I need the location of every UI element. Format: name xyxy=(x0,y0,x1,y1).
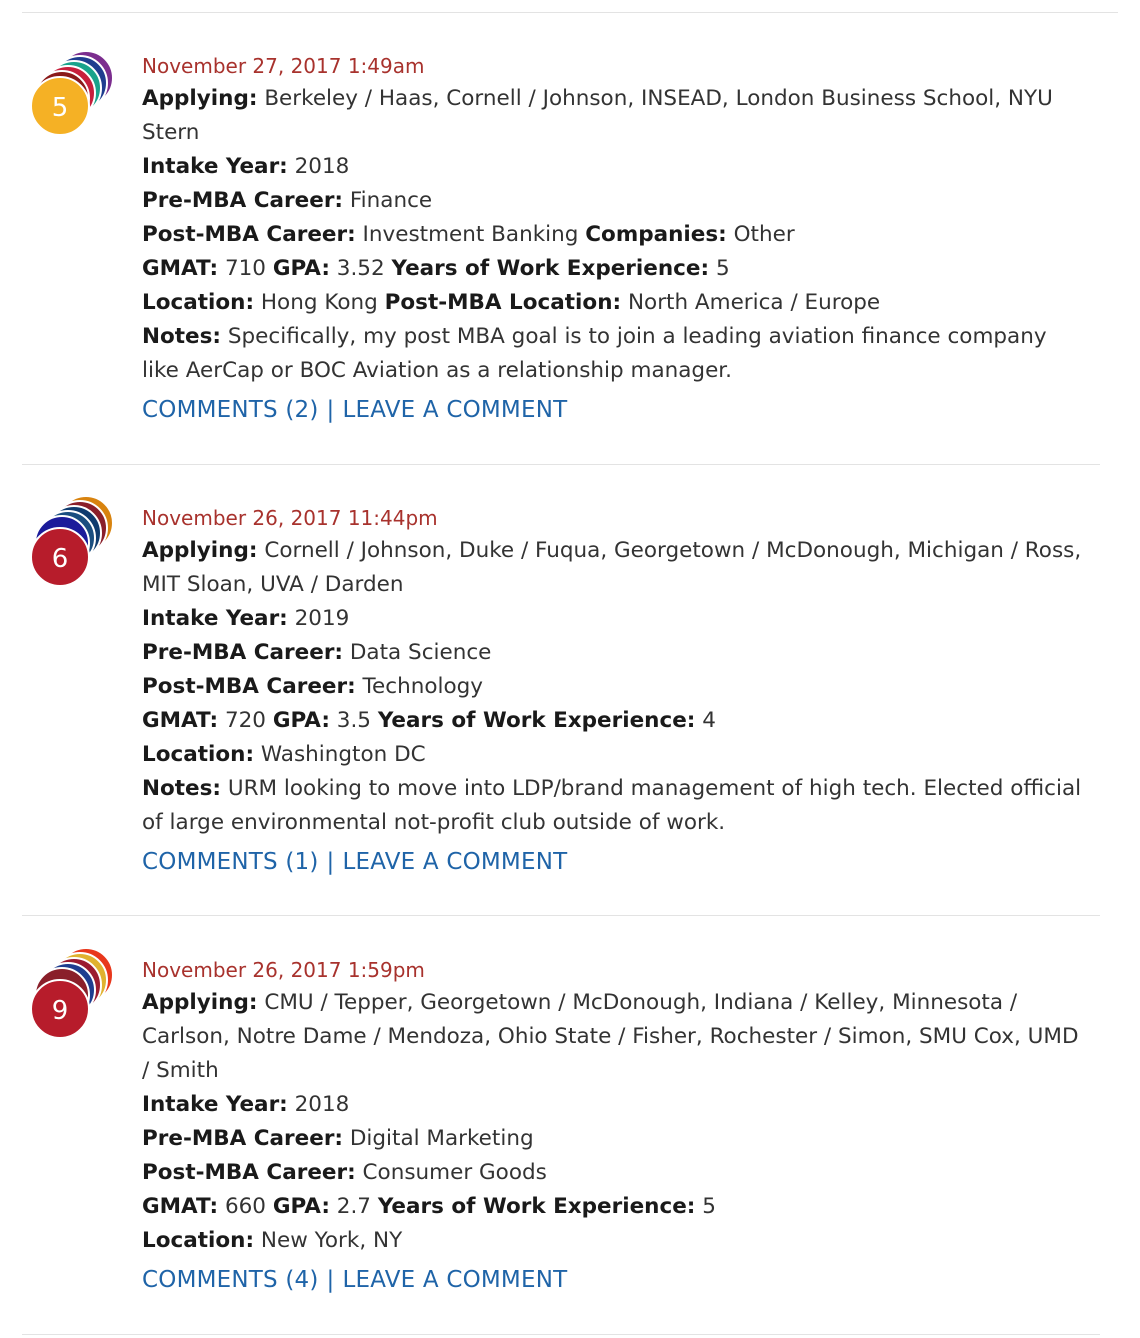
gpa-label: GPA: xyxy=(272,708,330,733)
pre-mba-line xyxy=(142,636,1087,670)
gmat-value: 660 xyxy=(224,1194,266,1219)
post-mba-line xyxy=(142,1156,1087,1190)
location-label: Location: xyxy=(142,290,255,315)
link-separator: | xyxy=(326,397,335,423)
entry-divider xyxy=(22,464,1100,465)
location-label: Location: xyxy=(142,742,255,767)
gmat-value: 720 xyxy=(224,708,266,733)
leave-comment-link[interactable]: LEAVE A COMMENT xyxy=(342,397,568,423)
applying-value: Cornell / Johnson, Duke / Fuqua, Georgetown / McDonough, Michigan / Ross, MIT Sloan, UVA / Darden xyxy=(142,538,1082,597)
intake-year-line xyxy=(142,150,1087,184)
comments-link[interactable]: COMMENTS (1) xyxy=(142,849,319,875)
top-divider xyxy=(22,12,1118,13)
pre-mba-line xyxy=(142,184,1087,218)
gpa-label: GPA: xyxy=(272,256,330,281)
scores-line xyxy=(142,704,1087,738)
post-mba-label: Post-MBA Career: xyxy=(142,674,356,699)
school-count-badge[interactable]: 9 xyxy=(30,979,90,1039)
post-mba-value: Technology xyxy=(362,674,483,699)
gmat-label: GMAT: xyxy=(142,256,219,281)
work-exp-value: 5 xyxy=(715,256,730,281)
location-line xyxy=(142,1224,1087,1258)
companies-value: Other xyxy=(733,222,795,247)
intake-year-value: 2019 xyxy=(294,606,350,631)
post-mba-line xyxy=(142,670,1087,704)
work-exp-value: 4 xyxy=(702,708,716,733)
entry-content xyxy=(142,956,1087,1300)
post-mba-label: Post-MBA Career: xyxy=(142,1160,356,1185)
entry-content xyxy=(142,504,1087,882)
pre-mba-line xyxy=(142,1122,1087,1156)
link-separator: | xyxy=(326,1267,335,1293)
intake-year-label: Intake Year: xyxy=(142,1092,288,1117)
applying-value: Berkeley / Haas, Cornell / Johnson, INSEAD, London Business School, NYU Stern xyxy=(142,86,1053,145)
location-line xyxy=(142,286,1087,320)
post-mba-line xyxy=(142,218,1087,252)
entry-date: November 26, 2017 1:59pm xyxy=(142,958,425,982)
work-exp-label: Years of Work Experience: xyxy=(377,1194,696,1219)
intake-year-line xyxy=(142,602,1087,636)
school-count-badge[interactable]: 6 xyxy=(30,527,90,587)
intake-year-label: Intake Year: xyxy=(142,606,288,631)
gpa-value: 2.7 xyxy=(336,1194,371,1219)
comment-links xyxy=(142,390,1087,430)
school-count-badge[interactable]: 5 xyxy=(30,76,90,136)
comment-links xyxy=(142,1260,1087,1300)
gmat-label: GMAT: xyxy=(142,708,219,733)
applying-value: CMU / Tepper, Georgetown / McDonough, Indiana / Kelley, Minnesota / Carlson, Notre Dame / Mendoza, Ohio State / Fisher, Rochester / Simon, SMU Cox, UMD / Smith xyxy=(142,990,1079,1083)
pre-mba-label: Pre-MBA Career: xyxy=(142,1126,344,1151)
applying-line xyxy=(142,534,1087,602)
gmat-label: GMAT: xyxy=(142,1194,219,1219)
entry-date: November 26, 2017 11:44pm xyxy=(142,506,438,530)
intake-year-label: Intake Year: xyxy=(142,154,288,179)
location-value: New York, NY xyxy=(260,1228,403,1253)
intake-year-value: 2018 xyxy=(294,1092,350,1117)
post-mba-location-value: North America / Europe xyxy=(627,290,881,315)
intake-year-line xyxy=(142,1088,1087,1122)
comments-link[interactable]: COMMENTS (2) xyxy=(142,397,319,423)
applying-label: Applying: xyxy=(142,538,258,563)
location-line xyxy=(142,738,1087,772)
location-label: Location: xyxy=(142,1228,255,1253)
notes-value: Specifically, my post MBA goal is to join a leading aviation finance company like AerCap or BOC Aviation as a relationship manager. xyxy=(142,324,1047,383)
work-exp-value: 5 xyxy=(702,1194,716,1219)
notes-value: URM looking to move into LDP/brand management of high tech. Elected official of large environmental not-profit club outside of work. xyxy=(142,776,1082,835)
applying-label: Applying: xyxy=(142,990,258,1015)
work-exp-label: Years of Work Experience: xyxy=(377,708,696,733)
entry-content xyxy=(142,52,1087,430)
location-value: Hong Kong xyxy=(260,290,378,315)
post-mba-value: Investment Banking xyxy=(362,222,579,247)
intake-year-value: 2018 xyxy=(294,154,350,179)
pre-mba-label: Pre-MBA Career: xyxy=(142,188,344,213)
entry-divider xyxy=(22,1334,1100,1335)
leave-comment-link[interactable]: LEAVE A COMMENT xyxy=(342,1267,568,1293)
scores-line xyxy=(142,252,1087,286)
gmat-value: 710 xyxy=(224,256,266,281)
notes-line xyxy=(142,320,1087,388)
gpa-value: 3.52 xyxy=(336,256,385,281)
comment-links xyxy=(142,842,1087,882)
work-exp-label: Years of Work Experience: xyxy=(391,256,710,281)
applying-line xyxy=(142,82,1087,150)
applying-line xyxy=(142,986,1087,1088)
location-value: Washington DC xyxy=(260,742,426,767)
comments-link[interactable]: COMMENTS (4) xyxy=(142,1267,319,1293)
school-avatar-stack xyxy=(24,495,124,585)
applying-label: Applying: xyxy=(142,86,258,111)
pre-mba-value: Data Science xyxy=(349,640,492,665)
pre-mba-label: Pre-MBA Career: xyxy=(142,640,344,665)
pre-mba-value: Digital Marketing xyxy=(349,1126,534,1151)
notes-line xyxy=(142,772,1087,840)
post-mba-value: Consumer Goods xyxy=(362,1160,547,1185)
scores-line xyxy=(142,1190,1087,1224)
entry-divider xyxy=(22,915,1100,916)
school-avatar-stack xyxy=(24,947,124,1037)
post-mba-label: Post-MBA Career: xyxy=(142,222,356,247)
pre-mba-value: Finance xyxy=(349,188,433,213)
notes-label: Notes: xyxy=(142,776,222,801)
gpa-value: 3.5 xyxy=(336,708,371,733)
link-separator: | xyxy=(326,849,335,875)
notes-label: Notes: xyxy=(142,324,222,349)
companies-label: Companies: xyxy=(585,222,727,247)
post-mba-location-label: Post-MBA Location: xyxy=(384,290,622,315)
entry-date: November 27, 2017 1:49am xyxy=(142,54,425,78)
leave-comment-link[interactable]: LEAVE A COMMENT xyxy=(342,849,568,875)
gpa-label: GPA: xyxy=(272,1194,330,1219)
school-avatar-stack xyxy=(24,50,124,140)
